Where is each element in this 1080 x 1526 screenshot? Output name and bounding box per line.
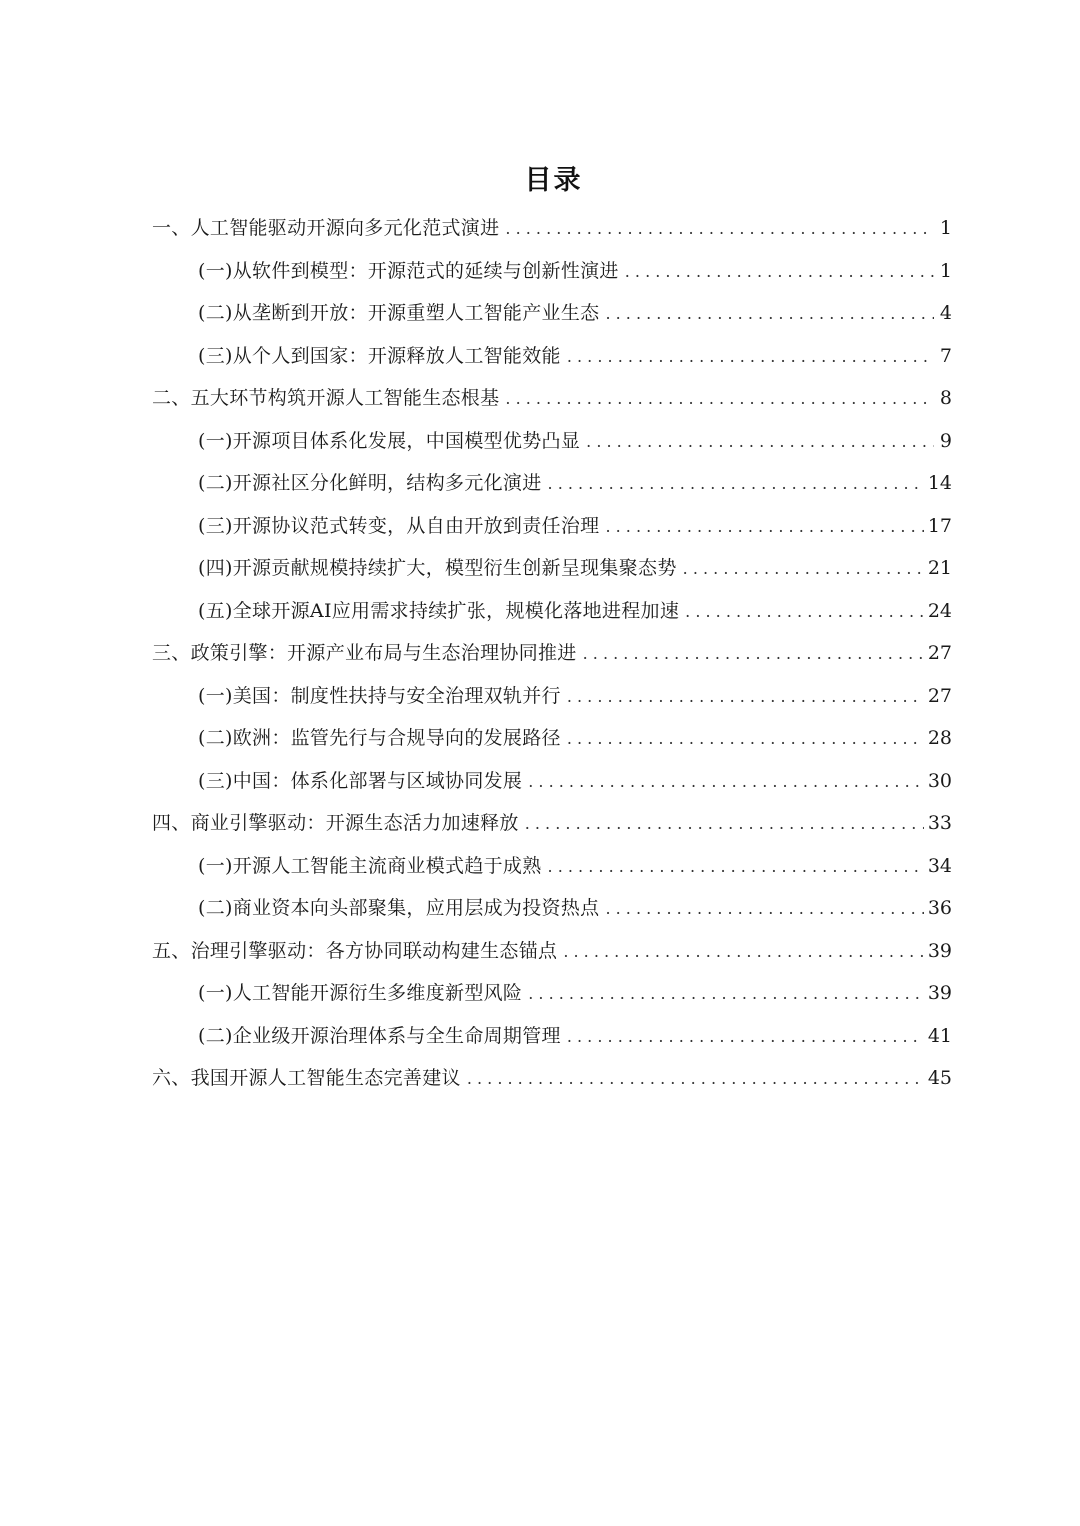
toc-entry[interactable] — [152, 675, 952, 718]
toc-entry[interactable] — [152, 1057, 952, 1100]
toc-dot-leader — [528, 761, 924, 804]
toc-entry-label: (四)开源贡献规模持续扩大，模型衍生创新呈现集聚态势 — [198, 557, 677, 579]
toc-entry-label: (一)从软件到模型：开源范式的延续与创新性演进 — [198, 259, 619, 282]
toc-entry[interactable] — [152, 717, 952, 760]
toc-entry-page: 14 — [927, 472, 952, 494]
toc-dot-leader — [467, 1058, 924, 1101]
toc-dot-leader — [567, 336, 934, 379]
toc-entry[interactable] — [152, 292, 952, 335]
toc-entry[interactable] — [152, 760, 952, 803]
toc-entry-label: 五、治理引擎驱动：各方协同联动构建生态锚点 — [152, 939, 558, 962]
toc-dot-leader — [567, 1016, 924, 1059]
toc-entry[interactable] — [152, 420, 952, 463]
toc-entry-label: 三、政策引擎：开源产业布局与生态治理协同推进 — [152, 642, 577, 664]
toc-entry[interactable] — [152, 930, 952, 973]
toc-entry-page: 39 — [927, 939, 952, 962]
toc-entry-label: (二)从垄断到开放：开源重塑人工智能产业生态 — [198, 302, 600, 324]
toc-entry-page: 7 — [939, 344, 952, 367]
toc-entry-page: 30 — [927, 769, 952, 792]
toc-dot-leader — [583, 633, 924, 676]
toc-entry-label: (三)中国：体系化部署与区域协同发展 — [198, 769, 523, 792]
toc-entry[interactable] — [152, 972, 952, 1015]
toc-entry-page: 33 — [927, 812, 952, 834]
toc-dot-leader — [528, 973, 924, 1016]
toc-entry-label: 四、商业引擎驱动：开源生态活力加速释放 — [152, 812, 519, 834]
toc-entry-page: 17 — [927, 514, 952, 537]
toc-dot-leader — [605, 888, 923, 931]
toc-entry[interactable] — [152, 547, 952, 590]
toc-dot-leader — [563, 931, 924, 974]
toc-entry[interactable] — [152, 462, 952, 505]
toc-entry[interactable] — [152, 335, 952, 378]
toc-entry-label: (一)开源人工智能主流商业模式趋于成熟 — [198, 854, 542, 877]
toc-entry-label: (二)欧洲：监管先行与合规导向的发展路径 — [198, 727, 561, 749]
toc-entry-page: 36 — [927, 897, 952, 919]
toc-entry-page: 1 — [939, 217, 952, 239]
toc-entry[interactable] — [152, 377, 952, 420]
toc-entry-label: (一)美国：制度性扶持与安全治理双轨并行 — [198, 684, 561, 707]
toc-entry-page: 41 — [927, 1024, 952, 1047]
toc-entry-page: 21 — [927, 557, 952, 579]
toc-entry-page: 27 — [927, 684, 952, 707]
toc-dot-leader — [605, 293, 934, 336]
toc-entry[interactable] — [152, 802, 952, 845]
toc-entry-label: (五)全球开源AI应用需求持续扩张，规模化落地进程加速 — [198, 599, 680, 622]
toc-entry-label: 一、人工智能驱动开源向多元化范式演进 — [152, 217, 500, 239]
toc-entry-page: 9 — [939, 429, 952, 452]
toc-dot-leader — [548, 463, 924, 506]
toc-entry-page: 39 — [927, 982, 952, 1004]
toc-entry-page: 27 — [927, 642, 952, 664]
toc-dot-leader — [505, 208, 934, 251]
toc-title: 目录 — [524, 165, 583, 196]
toc-dot-leader — [525, 803, 924, 846]
toc-entry-label: 二、五大环节构筑开源人工智能生态根基 — [152, 387, 500, 409]
toc-entry-page: 8 — [939, 387, 952, 409]
toc-dot-leader — [605, 506, 923, 549]
toc-entry[interactable] — [152, 632, 952, 675]
toc-entry-label: (二)企业级开源治理体系与全生命周期管理 — [198, 1024, 561, 1047]
toc-dot-leader — [683, 548, 924, 591]
toc-entry-label: (一)开源项目体系化发展，中国模型优势凸显 — [198, 429, 581, 452]
toc-entry-label: (二)开源社区分化鲜明，结构多元化演进 — [198, 472, 542, 494]
toc-entry-page: 4 — [939, 302, 952, 324]
toc-entry-label: (二)商业资本向头部聚集，应用层成为投资热点 — [198, 897, 600, 919]
toc-entry[interactable] — [152, 505, 952, 548]
toc-entry-label: (一)人工智能开源衍生多维度新型风险 — [198, 982, 523, 1004]
toc-entry-label: (三)从个人到国家：开源释放人工智能效能 — [198, 344, 561, 367]
toc-dot-leader — [567, 718, 924, 761]
toc-dot-leader — [685, 591, 924, 634]
toc-dot-leader — [586, 421, 934, 464]
toc-entry[interactable] — [152, 207, 952, 250]
toc-entry-label: (三)开源协议范式转变，从自由开放到责任治理 — [198, 514, 600, 537]
toc-entry[interactable] — [152, 1015, 952, 1058]
toc-entry[interactable] — [152, 590, 952, 633]
toc-dot-leader — [625, 251, 934, 294]
toc-entry[interactable] — [152, 887, 952, 930]
toc-entry-page: 45 — [927, 1067, 952, 1089]
toc-dot-leader — [548, 846, 924, 889]
toc-entry-page: 34 — [927, 854, 952, 877]
toc-entry-page: 1 — [939, 259, 952, 282]
toc-dot-leader — [505, 378, 934, 421]
toc-list — [152, 207, 952, 1100]
toc-entry-page: 28 — [927, 727, 952, 749]
toc-entry[interactable] — [152, 250, 952, 293]
toc-entry-page: 24 — [927, 599, 952, 622]
toc-dot-leader — [567, 676, 924, 719]
toc-entry-label: 六、我国开源人工智能生态完善建议 — [152, 1067, 461, 1089]
toc-entry[interactable] — [152, 845, 952, 888]
